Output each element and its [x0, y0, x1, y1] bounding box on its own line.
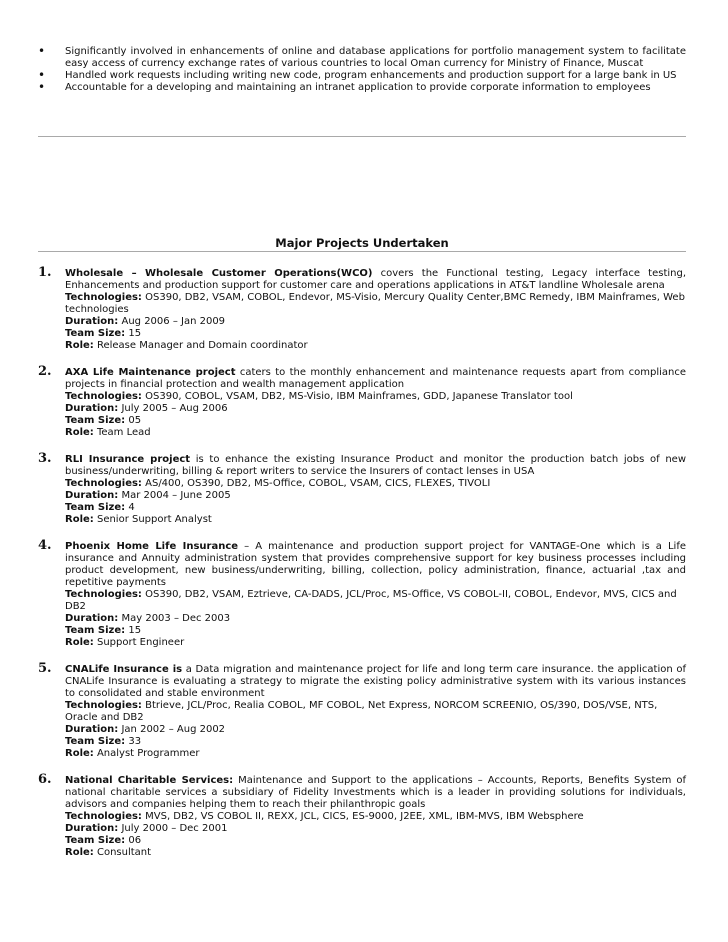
duration-label: Duration:	[65, 724, 119, 735]
technologies-label: Technologies:	[65, 811, 142, 822]
project-item	[38, 772, 686, 859]
project-number: 6.	[38, 772, 52, 787]
technologies-label: Technologies:	[65, 292, 142, 303]
project-item	[38, 265, 687, 352]
project-description-text: caters to the monthly enhancement and maintenance requests apart from compliance projects in financial protection and wealth management application	[65, 367, 686, 390]
technologies-label: Technologies:	[65, 391, 142, 402]
project-role	[65, 427, 686, 439]
project-description-text: a Data migration and maintenance project for life and long term care insurance. the application of CNALife Insurance is evaluating a strategy to migrate the existing policy administrative system with its various instances to consolidated and stable environment	[65, 664, 686, 699]
team-size-value: 06	[128, 835, 142, 846]
summary-bullet-list	[38, 46, 686, 94]
technologies-value: OS390, DB2, VSAM, COBOL, Endevor, MS-Visio, Mercury Quality Center,BMC Remedy, IBM Mainframes, Web technologies	[65, 292, 685, 315]
section-heading: Major Projects Undertaken	[275, 236, 449, 250]
project-role	[65, 514, 686, 526]
duration-label: Duration:	[65, 403, 119, 414]
project-team-size	[65, 415, 686, 427]
duration-label: Duration:	[65, 316, 119, 327]
role-value: Consultant	[96, 847, 152, 858]
team-size-value: 05	[128, 415, 142, 426]
technologies-value: OS390, DB2, VSAM, Eztrieve, CA-DADS, JCL/Proc, MS-Office, VS COBOL-II, COBOL, Endevor, MVS, CICS and DB2	[65, 589, 677, 612]
project-technologies	[65, 391, 686, 403]
project-description-text: – A maintenance and production support project for VANTAGE-One which is a Life insurance and Annuity administration system that provides comprehensive support for key business processes including product development, new business/underwriting, billing, collection, policy administration, finance, actuarial ,tax and repetitive payments	[65, 541, 686, 588]
team-size-label: Team Size:	[65, 415, 126, 426]
project-duration	[65, 490, 686, 502]
project-name: RLI Insurance project	[65, 454, 191, 465]
summary-bullet-text: Accountable for a developing and maintaining an intranet application to provide corporate information to employees	[65, 82, 651, 93]
project-number: 1.	[38, 265, 52, 280]
role-label: Role:	[65, 748, 94, 759]
project-role	[65, 637, 686, 649]
project-technologies	[65, 478, 686, 490]
project-description	[65, 367, 686, 391]
role-value: Team Lead	[96, 427, 151, 438]
technologies-label: Technologies:	[65, 589, 142, 600]
team-size-label: Team Size:	[65, 328, 126, 339]
duration-value: Mar 2004 – June 2005	[121, 490, 231, 501]
project-technologies	[65, 292, 686, 316]
project-number: 4.	[38, 538, 52, 553]
project-duration	[65, 316, 686, 328]
role-label: Role:	[65, 847, 94, 858]
role-label: Role:	[65, 637, 94, 648]
project-duration	[65, 403, 686, 415]
team-size-value: 4	[128, 502, 135, 513]
summary-bullet-text: Handled work requests including writing new code, program enhancements and production support for a large bank in US	[65, 70, 677, 81]
project-team-size	[65, 736, 686, 748]
project-description	[65, 541, 686, 589]
project-technologies	[65, 589, 686, 613]
project-role	[65, 847, 686, 859]
bullet-icon: •	[38, 68, 46, 82]
duration-value: July 2000 – Dec 2001	[121, 823, 228, 834]
team-size-label: Team Size:	[65, 625, 126, 636]
technologies-value: Btrieve, JCL/Proc, Realia COBOL, MF COBOL, Net Express, NORCOM SCREENIO, OS/390, DOS/VSE, NTS, Oracle and DB2	[65, 700, 658, 723]
project-technologies	[65, 700, 686, 724]
role-value: Support Engineer	[96, 637, 185, 648]
duration-value: May 2003 – Dec 2003	[121, 613, 231, 624]
project-item	[38, 538, 686, 649]
duration-label: Duration:	[65, 613, 119, 624]
project-item	[38, 451, 686, 526]
role-value: Analyst Programmer	[96, 748, 200, 759]
role-label: Role:	[65, 514, 94, 525]
project-name: CNALife Insurance is	[65, 664, 183, 675]
project-description	[65, 664, 686, 700]
project-team-size	[65, 502, 686, 514]
project-duration	[65, 613, 686, 625]
project-description	[65, 454, 686, 478]
duration-value: Aug 2006 – Jan 2009	[121, 316, 226, 327]
project-team-size	[65, 328, 686, 340]
project-number: 5.	[38, 661, 52, 676]
project-technologies	[65, 811, 686, 823]
project-item	[38, 661, 686, 760]
role-label: Role:	[65, 427, 94, 438]
summary-bullet	[38, 82, 686, 94]
duration-value: Jan 2002 – Aug 2002	[121, 724, 226, 735]
project-description-text: covers the Functional testing, Legacy interface testing, Enhancements and production support for customer care and operations applications in AT&T landline Wholesale arena	[65, 268, 687, 291]
technologies-value: MVS, DB2, VS COBOL II, REXX, JCL, CICS, ES-9000, J2EE, XML, IBM-MVS, IBM Websphere	[145, 811, 584, 822]
team-size-value: 33	[128, 736, 142, 747]
team-size-label: Team Size:	[65, 835, 126, 846]
project-number: 2.	[38, 364, 52, 379]
heading-underline	[38, 251, 686, 252]
bullet-icon: •	[38, 80, 46, 94]
section-divider	[38, 136, 686, 137]
duration-value: July 2005 – Aug 2006	[121, 403, 228, 414]
project-number: 3.	[38, 451, 52, 466]
technologies-label: Technologies:	[65, 478, 142, 489]
role-value: Senior Support Analyst	[96, 514, 212, 525]
bullet-icon: •	[38, 44, 46, 58]
team-size-label: Team Size:	[65, 502, 126, 513]
duration-label: Duration:	[65, 490, 119, 501]
project-name: Phoenix Home Life Insurance	[65, 541, 239, 552]
technologies-value: AS/400, OS390, DB2, MS-Office, COBOL, VSAM, CICS, FLEXES, TIVOLI	[145, 478, 491, 489]
project-name: AXA Life Maintenance project	[65, 367, 236, 378]
project-item	[38, 364, 686, 439]
project-name: National Charitable Services:	[65, 775, 234, 786]
project-description-text: is to enhance the existing Insurance Product and monitor the production batch jobs of new business/underwriting, billing & report writers to service the Insurers of contact lenses in USA	[65, 454, 686, 477]
role-value: Release Manager and Domain coordinator	[96, 340, 308, 351]
duration-label: Duration:	[65, 823, 119, 834]
team-size-value: 15	[128, 328, 142, 339]
project-name: Wholesale – Wholesale Customer Operations(WCO)	[65, 268, 373, 279]
role-label: Role:	[65, 340, 94, 351]
project-role	[65, 748, 686, 760]
technologies-value: OS390, COBOL, VSAM, DB2, MS-Visio, IBM Mainframes, GDD, Japanese Translator tool	[145, 391, 573, 402]
project-description	[65, 268, 686, 292]
project-duration	[65, 823, 686, 835]
project-description-text: Maintenance and Support to the applications – Accounts, Reports, Benefits System of national charitable services a subsidiary of Fidelity Investments which is a leader in providing solutions for individuals, advisors and companies helping them to reach their philanthropic goals	[65, 775, 686, 810]
summary-bullet	[38, 46, 686, 70]
project-duration	[65, 724, 686, 736]
team-size-value: 15	[128, 625, 142, 636]
team-size-label: Team Size:	[65, 736, 126, 747]
project-team-size	[65, 625, 686, 637]
project-role	[65, 340, 686, 352]
summary-bullet	[38, 70, 686, 82]
project-team-size	[65, 835, 686, 847]
summary-bullet-text: Significantly involved in enhancements of online and database applications for portfolio management system to facilitate easy access of currency exchange rates of various countries to local Oman currency for Ministry of Finance, Muscat	[65, 46, 686, 69]
technologies-label: Technologies:	[65, 700, 142, 711]
project-list	[38, 265, 687, 859]
project-description	[65, 775, 686, 811]
